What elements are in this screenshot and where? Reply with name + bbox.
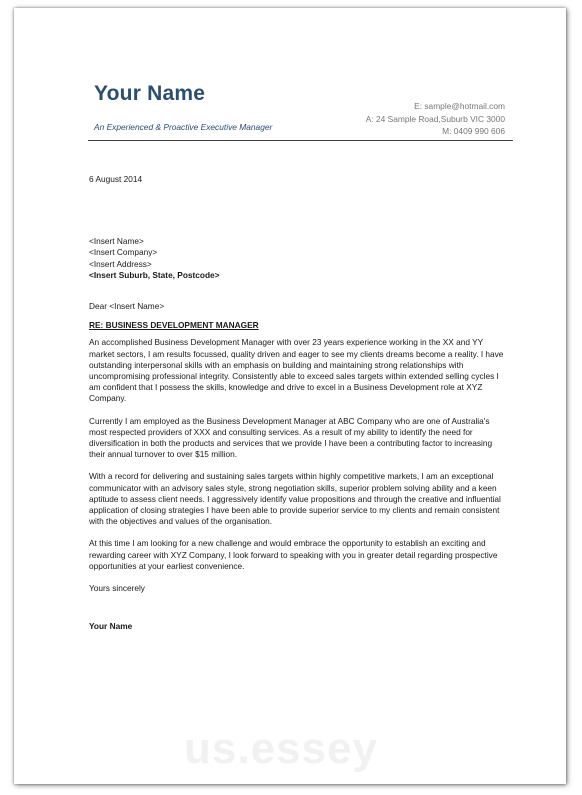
body-paragraph: An accomplished Business Development Manager with over 23 years experience working in the XX and YY market sectors, I am results focussed, quality driven and eager to see my clients dreams become a reality. I have outstanding interpersonal skills with an emphasis on building and maintaining strong relationships with uncompromising professional integrity. Consistently able to exceed sales targets within extended selling cycles I am confident that I possess the skills, knowledge and drive to excel in a Business Development role at XYZ Company. bbox=[89, 337, 504, 404]
sender-name: Your Name bbox=[94, 82, 206, 105]
letter-page bbox=[14, 8, 566, 784]
letter-date: 6 August 2014 bbox=[89, 174, 143, 184]
body-paragraph: With a record for delivering and sustaining sales targets within highly competitive markets, I am an exceptional communicator with an advisory sales style, strong negotiation skills, superior problem solving ability and a keen aptitude to assess client needs. I aggressively identify value propositions and through the creative and influential application of closing strategies I have been able to provide superior service to my clients and remain consistent with the objectives and values of the organisation. bbox=[89, 471, 501, 527]
contact-email: E: sample@hotmail.com bbox=[414, 101, 505, 111]
subject-line: RE: BUSINESS DEVELOPMENT MANAGER bbox=[89, 320, 259, 331]
watermark: us.essey bbox=[184, 724, 378, 773]
header-divider bbox=[88, 140, 513, 141]
recipient-name: <Insert Name> bbox=[89, 236, 144, 247]
body-paragraph: Currently I am employed as the Business Development Manager at ABC Company who are one of Australia's most respected providers of XXX and consulting services. As a result of my ability to identify the need for diversification in both the products and services that we provide I have been a contributing factor to increasing their annual turnover to over $15 million. bbox=[89, 415, 493, 460]
contact-address: A: 24 Sample Road,Suburb VIC 3000 bbox=[365, 113, 505, 124]
closing: Yours sincerely bbox=[89, 583, 145, 594]
salutation: Dear <Insert Name> bbox=[89, 301, 165, 312]
letter-body bbox=[89, 174, 509, 632]
sender-tagline: An Experienced & Proactive Executive Manager bbox=[94, 122, 273, 132]
recipient-address: <Insert Address> bbox=[89, 258, 152, 269]
signature-name: Your Name bbox=[89, 621, 133, 632]
contact-mobile: M: 0409 990 606 bbox=[442, 126, 505, 136]
contact-block bbox=[366, 100, 505, 138]
body-paragraph: At this time I am looking for a new challenge and would embrace the opportunity to establish an exciting and rewarding career with XYZ Company, I look forward to speaking with you in greater detail regarding prospective opportunities at your earliest convenience. bbox=[89, 538, 498, 571]
recipient-suburb-line: <Insert Suburb, State, Postcode> bbox=[89, 269, 220, 280]
recipient-address-block bbox=[89, 236, 509, 281]
recipient-company: <Insert Company> bbox=[89, 247, 158, 258]
